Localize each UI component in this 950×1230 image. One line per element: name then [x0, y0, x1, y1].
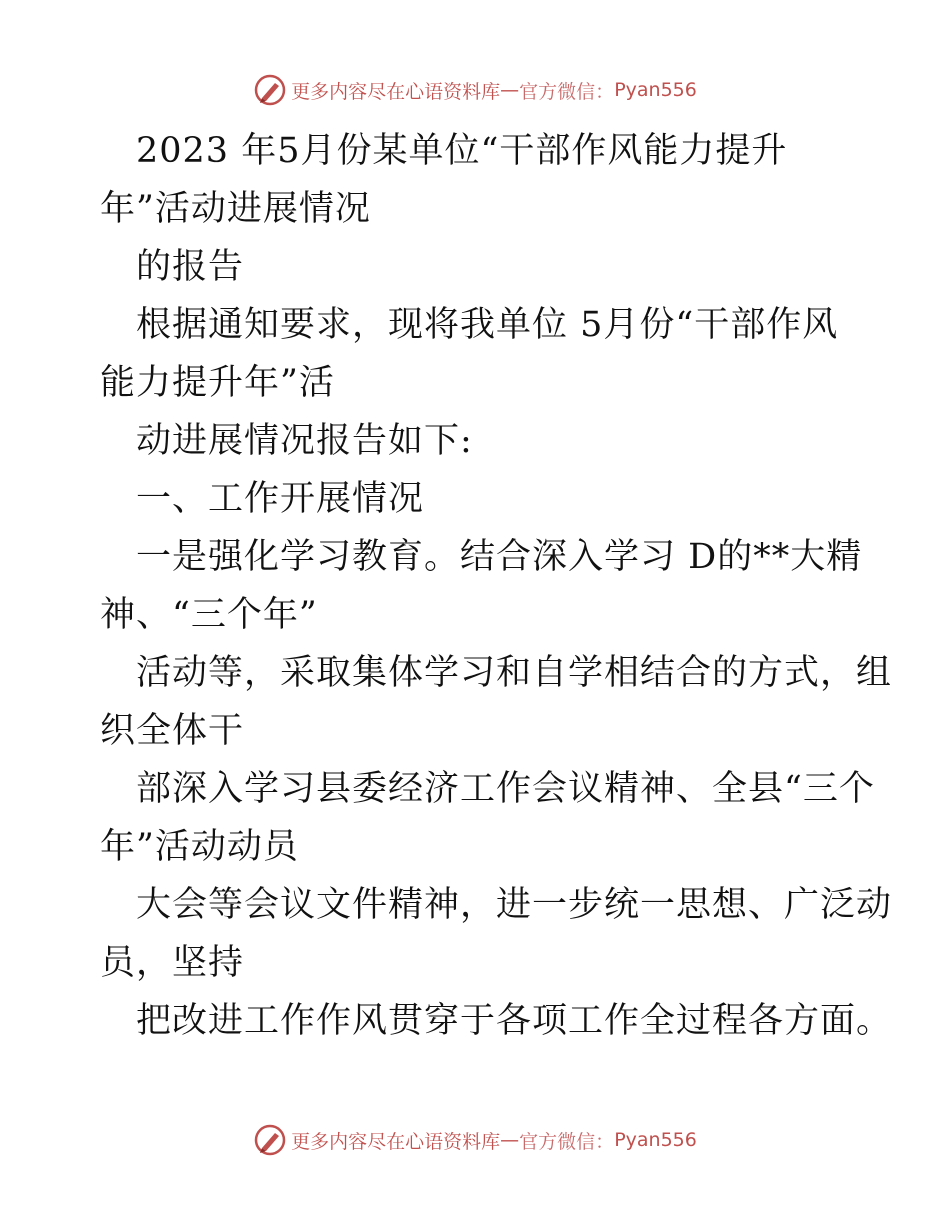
document-body	[100, 122, 893, 1050]
paragraph-line: 年”活动动员	[100, 827, 299, 867]
paragraph-line: 部深入学习县委经济工作会议精神、全县“三个	[136, 769, 875, 809]
paragraph-line: 织全体干	[100, 711, 245, 751]
watermark-wechat-id: Pyan556	[614, 1129, 697, 1151]
paragraph-line: 大会等会议文件精神，进一步统一思想、广泛动	[136, 885, 893, 925]
paragraph-line: 能力提升年”活	[100, 363, 335, 403]
header-watermark	[0, 70, 950, 110]
paragraph-line: 根据通知要求，现将我单位 5月份“干部作风	[136, 305, 839, 345]
paragraph-line: 动进展情况报告如下:	[136, 421, 473, 461]
paragraph-line: 员，坚持	[100, 943, 245, 983]
paragraph-line: 把改进工作作风贯穿于各项工作全过程各方面。	[136, 1001, 893, 1041]
watermark-main-text: 更多内容尽在心语资料库	[291, 1130, 501, 1153]
paragraph-line: 一是强化学习教育。结合深入学习 D的**大精	[136, 537, 863, 577]
title-line-1: 2023 年5月份某单位“干部作风能力提升	[136, 131, 788, 171]
pen-logo-icon	[253, 1123, 287, 1157]
watermark-wechat-id: Pyan556	[614, 79, 697, 101]
watermark-main-text: 更多内容尽在心语资料库	[291, 80, 501, 103]
footer-watermark	[0, 1120, 950, 1160]
watermark-dash: —	[500, 79, 520, 101]
paragraph-line: 神、“三个年”	[100, 595, 318, 635]
pen-logo-icon	[253, 73, 287, 107]
title-line-2: 年”活动进展情况	[100, 189, 371, 229]
watermark-dash: —	[500, 1129, 520, 1151]
watermark-sub-text: 官方微信：	[519, 1130, 615, 1153]
paragraph-line: 活动等，采取集体学习和自学相结合的方式，组	[136, 653, 893, 693]
title-line-3: 的报告	[136, 247, 245, 287]
section-heading: 一、工作开展情况	[136, 479, 425, 519]
watermark-sub-text: 官方微信：	[519, 80, 615, 103]
